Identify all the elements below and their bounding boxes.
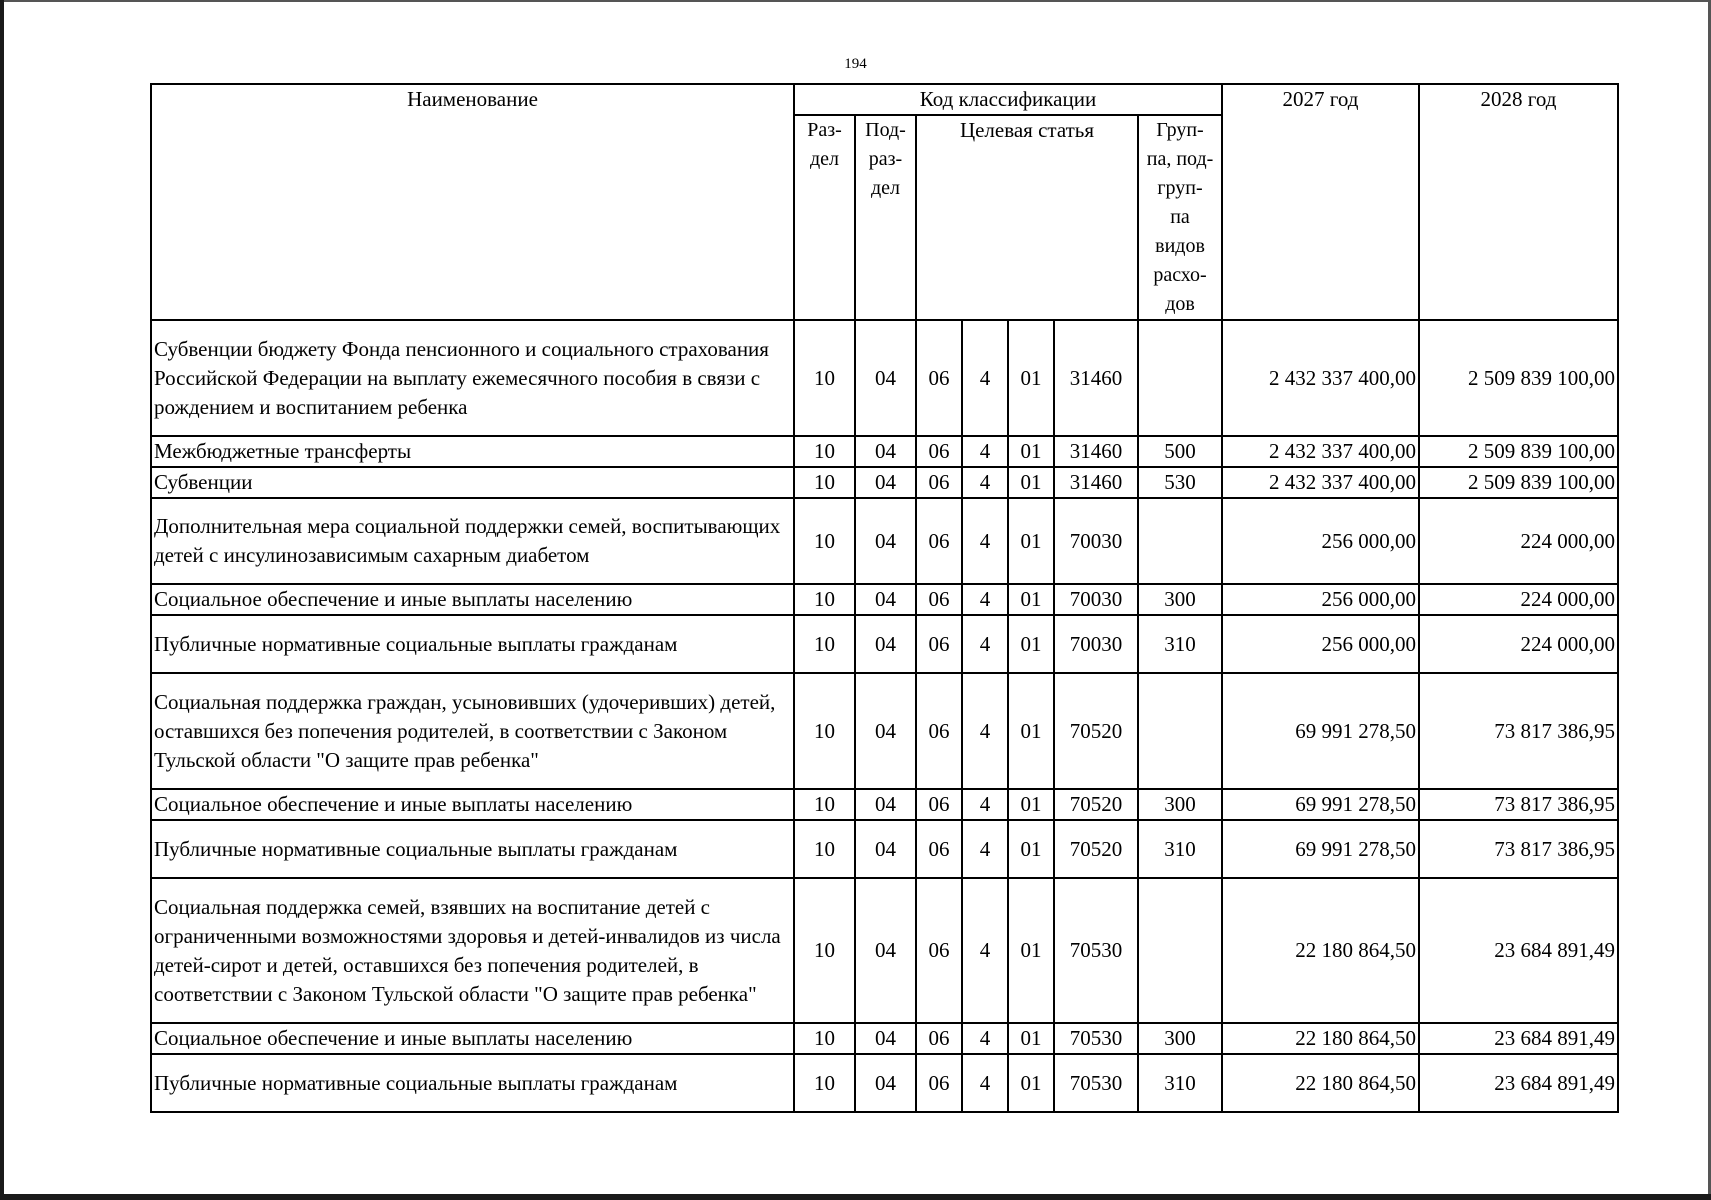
cell-name: Публичные нормативные социальные выплаты гражданам <box>151 615 794 673</box>
cell-expense-group <box>1138 673 1222 789</box>
cell-target-subprogram: 01 <box>1008 436 1054 467</box>
cell-expense-group: 500 <box>1138 436 1222 467</box>
cell-target-direction: 70530 <box>1054 1054 1138 1112</box>
header-code-group: Код классификации <box>794 84 1222 115</box>
cell-razdel: 10 <box>794 789 855 820</box>
cell-podrazdel: 04 <box>855 467 916 498</box>
cell-podrazdel: 04 <box>855 1023 916 1054</box>
table-row <box>151 436 1618 467</box>
cell-target-subprogram: 01 <box>1008 498 1054 584</box>
cell-name: Субвенции <box>151 467 794 498</box>
cell-expense-group <box>1138 498 1222 584</box>
cell-target-type: 4 <box>962 436 1008 467</box>
cell-target-type: 4 <box>962 820 1008 878</box>
cell-target-direction: 70030 <box>1054 615 1138 673</box>
cell-target-subprogram: 01 <box>1008 584 1054 615</box>
cell-amount-2028: 23 684 891,49 <box>1419 1054 1618 1112</box>
cell-razdel: 10 <box>794 467 855 498</box>
table-header <box>151 84 1618 320</box>
cell-razdel: 10 <box>794 436 855 467</box>
table-row <box>151 820 1618 878</box>
cell-target-direction: 70520 <box>1054 820 1138 878</box>
cell-target-program: 06 <box>916 789 962 820</box>
cell-amount-2027: 2 432 337 400,00 <box>1222 436 1419 467</box>
cell-target-program: 06 <box>916 878 962 1023</box>
cell-name: Публичные нормативные социальные выплаты гражданам <box>151 820 794 878</box>
header-celevaya-statya: Целевая статья <box>916 115 1138 320</box>
cell-name: Социальная поддержка граждан, усыновивших (удочеривших) детей, оставшихся без попечения родителей, в соответствии с Законом Тульской области "О защите прав ребенка" <box>151 673 794 789</box>
cell-target-direction: 31460 <box>1054 467 1138 498</box>
cell-expense-group: 300 <box>1138 789 1222 820</box>
cell-name: Социальное обеспечение и иные выплаты населению <box>151 584 794 615</box>
cell-razdel: 10 <box>794 584 855 615</box>
cell-target-program: 06 <box>916 1023 962 1054</box>
table-row <box>151 1054 1618 1112</box>
cell-target-program: 06 <box>916 584 962 615</box>
cell-name: Публичные нормативные социальные выплаты гражданам <box>151 1054 794 1112</box>
cell-target-subprogram: 01 <box>1008 789 1054 820</box>
cell-target-program: 06 <box>916 820 962 878</box>
cell-amount-2027: 69 991 278,50 <box>1222 673 1419 789</box>
cell-target-direction: 31460 <box>1054 436 1138 467</box>
cell-target-type: 4 <box>962 498 1008 584</box>
cell-name: Дополнительная мера социальной поддержки семей, воспитывающих детей с инсулинозависимым сахарным диабетом <box>151 498 794 584</box>
cell-podrazdel: 04 <box>855 789 916 820</box>
cell-expense-group: 310 <box>1138 1054 1222 1112</box>
cell-amount-2027: 22 180 864,50 <box>1222 1023 1419 1054</box>
cell-podrazdel: 04 <box>855 820 916 878</box>
cell-target-direction: 70030 <box>1054 584 1138 615</box>
cell-target-subprogram: 01 <box>1008 467 1054 498</box>
cell-target-subprogram: 01 <box>1008 320 1054 436</box>
cell-target-program: 06 <box>916 615 962 673</box>
page-number: 194 <box>844 56 867 72</box>
cell-name: Социальное обеспечение и иные выплаты населению <box>151 1023 794 1054</box>
cell-target-program: 06 <box>916 467 962 498</box>
cell-amount-2027: 69 991 278,50 <box>1222 789 1419 820</box>
cell-amount-2028: 224 000,00 <box>1419 584 1618 615</box>
cell-podrazdel: 04 <box>855 673 916 789</box>
cell-target-program: 06 <box>916 1054 962 1112</box>
table-row <box>151 878 1618 1023</box>
cell-target-direction: 31460 <box>1054 320 1138 436</box>
cell-razdel: 10 <box>794 1054 855 1112</box>
cell-amount-2028: 23 684 891,49 <box>1419 878 1618 1023</box>
cell-amount-2028: 73 817 386,95 <box>1419 789 1618 820</box>
table-row <box>151 789 1618 820</box>
cell-target-type: 4 <box>962 467 1008 498</box>
cell-target-type: 4 <box>962 878 1008 1023</box>
cell-amount-2027: 256 000,00 <box>1222 498 1419 584</box>
cell-expense-group: 530 <box>1138 467 1222 498</box>
cell-target-direction: 70530 <box>1054 1023 1138 1054</box>
cell-target-direction: 70530 <box>1054 878 1138 1023</box>
scan-edge-top <box>0 0 1711 2</box>
cell-target-direction: 70520 <box>1054 673 1138 789</box>
cell-target-program: 06 <box>916 673 962 789</box>
cell-razdel: 10 <box>794 615 855 673</box>
cell-name: Межбюджетные трансферты <box>151 436 794 467</box>
cell-name: Субвенции бюджету Фонда пенсионного и социального страхования Российской Федерации на выплату ежемесячного пособия в связи с рождением и воспитанием ребенка <box>151 320 794 436</box>
cell-amount-2027: 2 432 337 400,00 <box>1222 467 1419 498</box>
table-row <box>151 584 1618 615</box>
cell-razdel: 10 <box>794 498 855 584</box>
cell-podrazdel: 04 <box>855 498 916 584</box>
cell-target-direction: 70520 <box>1054 789 1138 820</box>
cell-podrazdel: 04 <box>855 615 916 673</box>
cell-amount-2028: 73 817 386,95 <box>1419 820 1618 878</box>
cell-target-subprogram: 01 <box>1008 1023 1054 1054</box>
cell-target-program: 06 <box>916 436 962 467</box>
cell-amount-2028: 2 509 839 100,00 <box>1419 467 1618 498</box>
cell-podrazdel: 04 <box>855 584 916 615</box>
cell-amount-2028: 73 817 386,95 <box>1419 673 1618 789</box>
cell-amount-2028: 2 509 839 100,00 <box>1419 436 1618 467</box>
cell-amount-2027: 22 180 864,50 <box>1222 1054 1419 1112</box>
cell-podrazdel: 04 <box>855 436 916 467</box>
cell-expense-group: 300 <box>1138 1023 1222 1054</box>
cell-target-direction: 70030 <box>1054 498 1138 584</box>
cell-target-subprogram: 01 <box>1008 820 1054 878</box>
cell-name: Социальная поддержка семей, взявших на воспитание детей с ограниченными возможностями здоровья и детей-инвалидов из числа детей-сирот и детей, оставшихся без попечения родителей, в соответствии с Законом Тульской области "О защите прав ребенка" <box>151 878 794 1023</box>
cell-target-type: 4 <box>962 615 1008 673</box>
cell-expense-group <box>1138 320 1222 436</box>
cell-podrazdel: 04 <box>855 320 916 436</box>
table-row <box>151 1023 1618 1054</box>
cell-target-type: 4 <box>962 673 1008 789</box>
cell-podrazdel: 04 <box>855 1054 916 1112</box>
cell-razdel: 10 <box>794 673 855 789</box>
cell-target-type: 4 <box>962 320 1008 436</box>
table-row <box>151 673 1618 789</box>
cell-target-type: 4 <box>962 789 1008 820</box>
table-body <box>151 320 1618 1112</box>
cell-amount-2028: 224 000,00 <box>1419 615 1618 673</box>
cell-target-type: 4 <box>962 584 1008 615</box>
cell-podrazdel: 04 <box>855 878 916 1023</box>
cell-target-subprogram: 01 <box>1008 615 1054 673</box>
table-row <box>151 498 1618 584</box>
cell-amount-2027: 69 991 278,50 <box>1222 820 1419 878</box>
cell-target-program: 06 <box>916 320 962 436</box>
cell-expense-group <box>1138 878 1222 1023</box>
table-row <box>151 615 1618 673</box>
table-row <box>151 467 1618 498</box>
header-gruppa-vidov-rashodov: Груп- па, под- груп- па видов расхо- дов <box>1138 115 1222 320</box>
cell-razdel: 10 <box>794 878 855 1023</box>
cell-target-subprogram: 01 <box>1008 673 1054 789</box>
cell-target-program: 06 <box>916 498 962 584</box>
header-podrazdel: Под- раз- дел <box>855 115 916 320</box>
scan-edge-left <box>0 0 4 1200</box>
cell-amount-2027: 256 000,00 <box>1222 615 1419 673</box>
cell-razdel: 10 <box>794 1023 855 1054</box>
header-year-2028: 2028 год <box>1419 84 1618 320</box>
cell-amount-2027: 2 432 337 400,00 <box>1222 320 1419 436</box>
cell-amount-2028: 2 509 839 100,00 <box>1419 320 1618 436</box>
cell-amount-2028: 224 000,00 <box>1419 498 1618 584</box>
cell-amount-2027: 256 000,00 <box>1222 584 1419 615</box>
cell-target-subprogram: 01 <box>1008 1054 1054 1112</box>
cell-expense-group: 310 <box>1138 615 1222 673</box>
cell-target-type: 4 <box>962 1023 1008 1054</box>
cell-amount-2028: 23 684 891,49 <box>1419 1023 1618 1054</box>
budget-table <box>150 83 1619 1113</box>
table-row <box>151 320 1618 436</box>
cell-expense-group: 310 <box>1138 820 1222 878</box>
cell-razdel: 10 <box>794 820 855 878</box>
header-name: Наименование <box>151 84 794 320</box>
cell-amount-2027: 22 180 864,50 <box>1222 878 1419 1023</box>
header-year-2027: 2027 год <box>1222 84 1419 320</box>
cell-target-type: 4 <box>962 1054 1008 1112</box>
cell-expense-group: 300 <box>1138 584 1222 615</box>
cell-razdel: 10 <box>794 320 855 436</box>
cell-target-subprogram: 01 <box>1008 878 1054 1023</box>
header-razdel: Раз- дел <box>794 115 855 320</box>
cell-name: Социальное обеспечение и иные выплаты населению <box>151 789 794 820</box>
scan-edge-bottom <box>0 1194 1711 1200</box>
